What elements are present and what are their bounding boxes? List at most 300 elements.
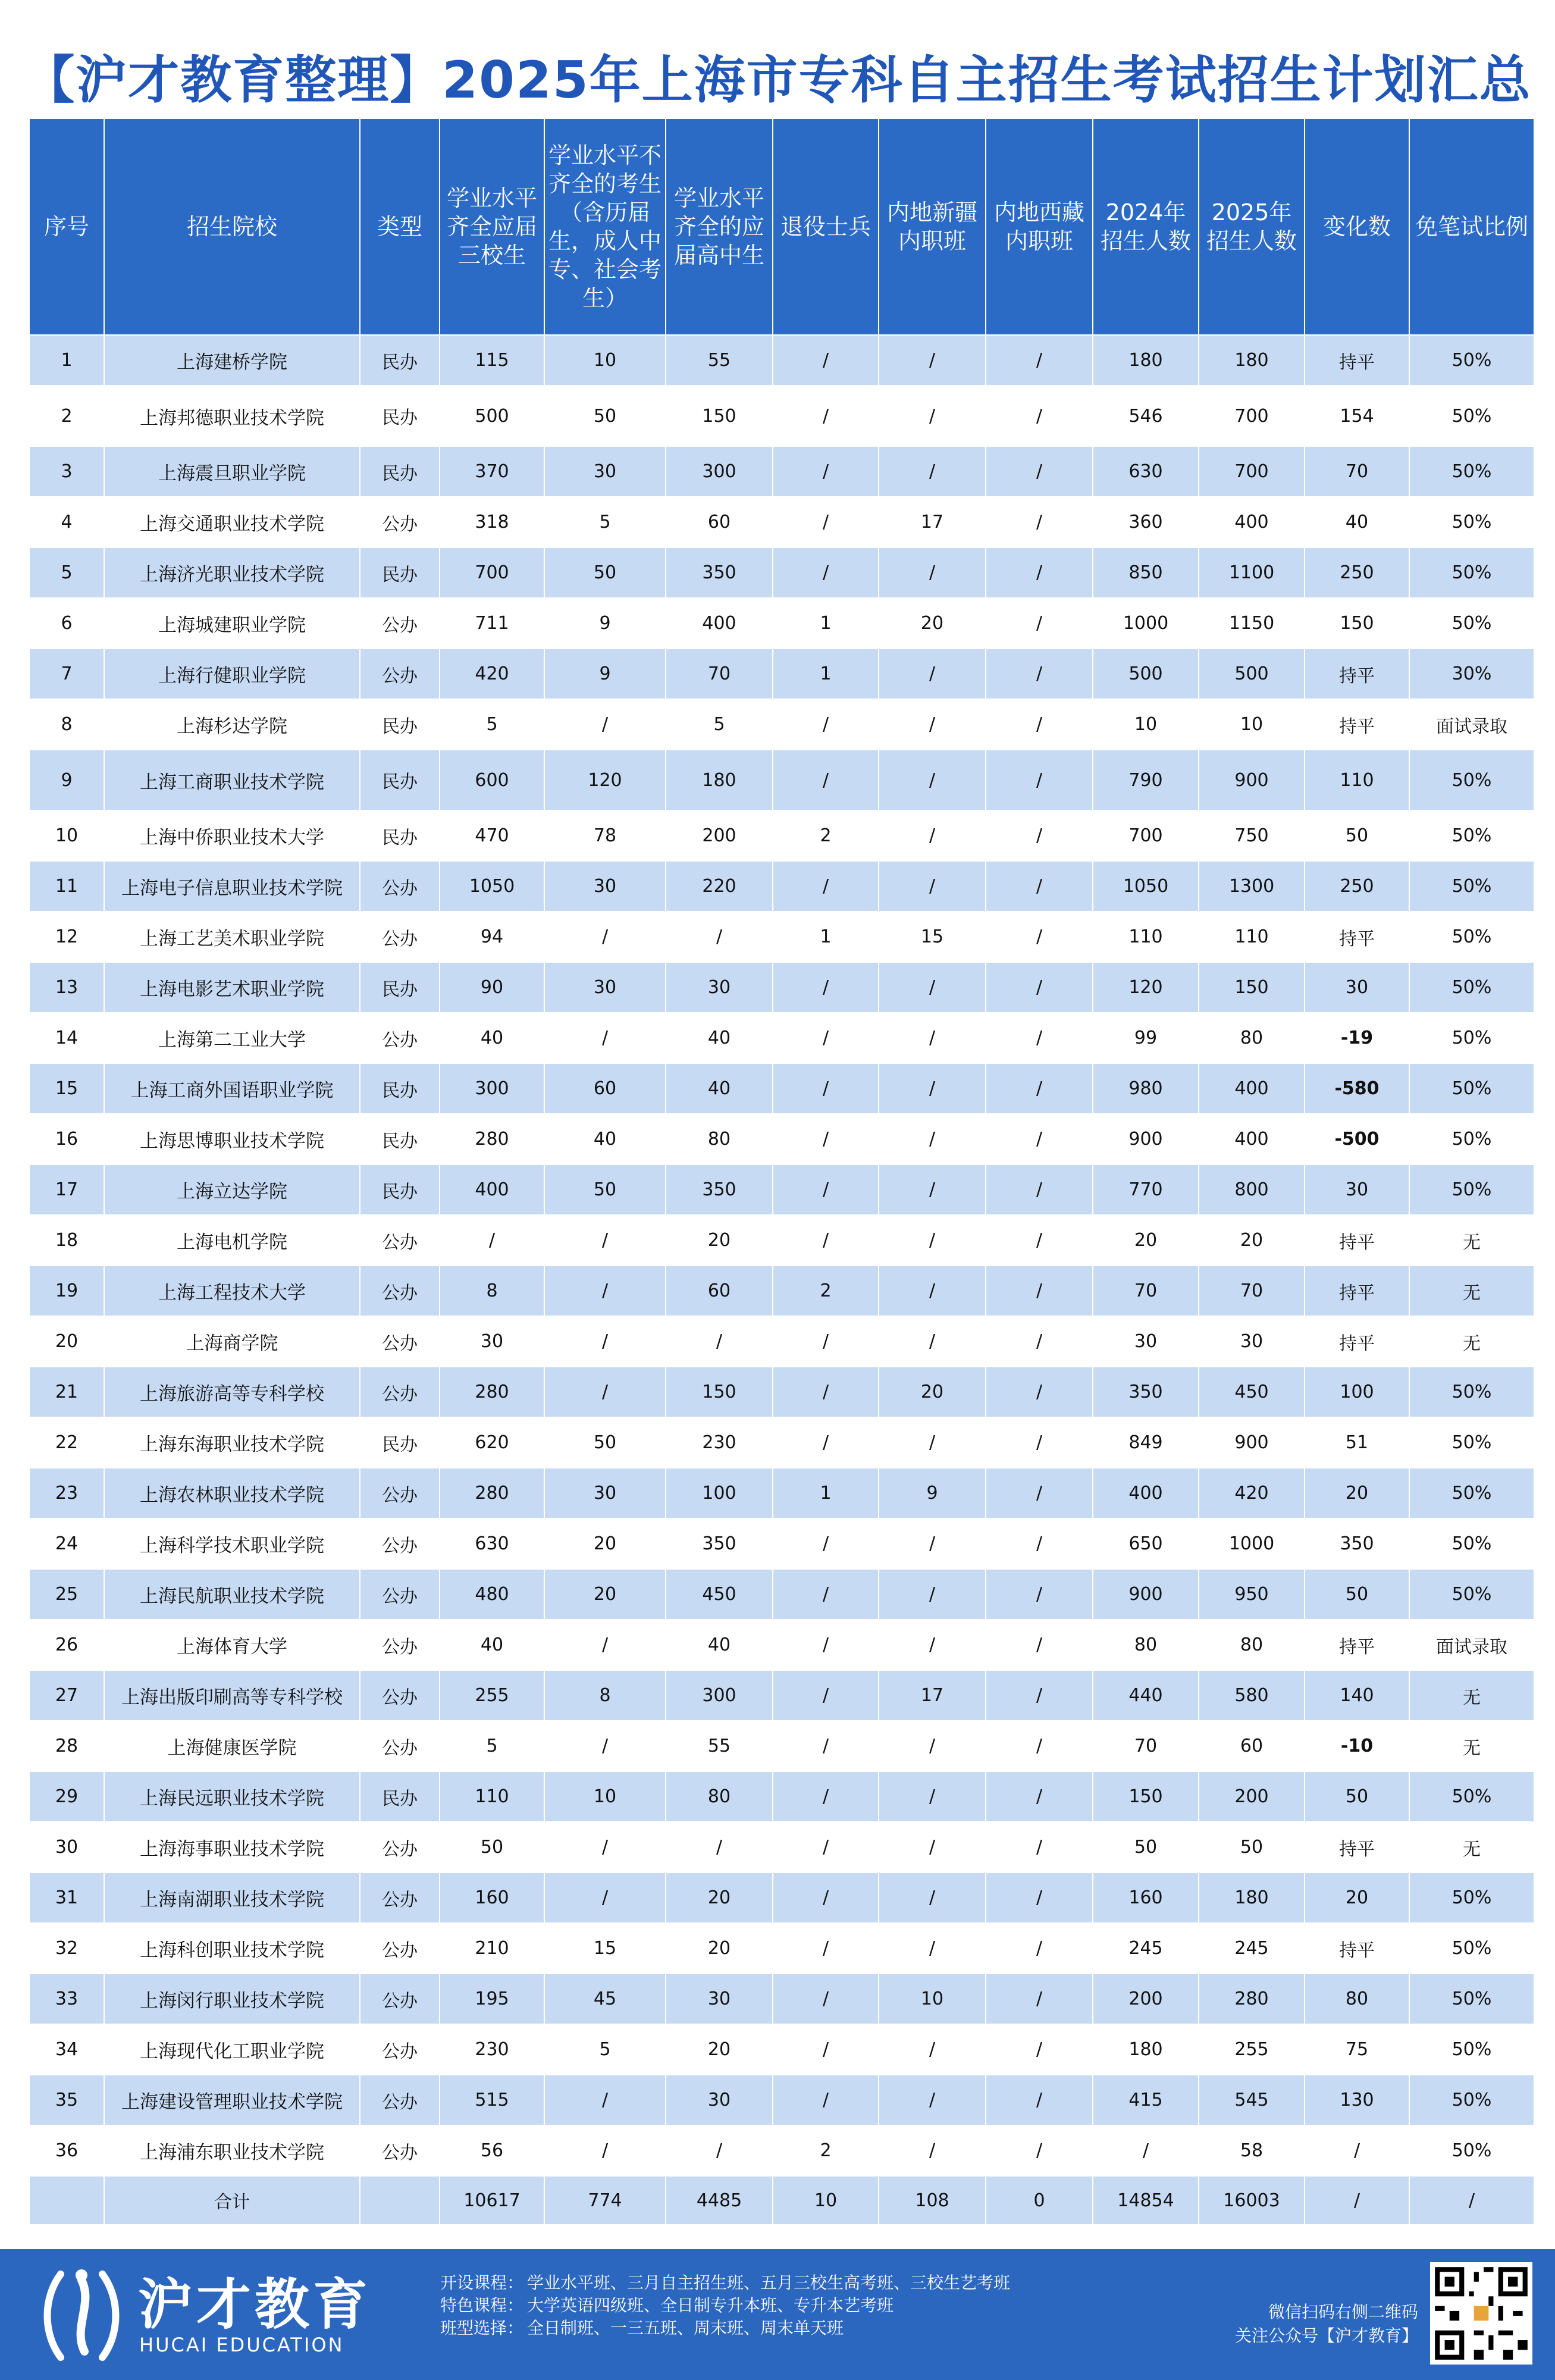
cell-c6: / <box>986 750 1093 810</box>
cell-c4: 2 <box>773 2125 879 2176</box>
cell-school: 上海海事职业技术学院 <box>104 1822 360 1872</box>
cell-c2: 15 <box>544 1923 666 1974</box>
header-c6: 内地西藏内职班 <box>986 118 1093 335</box>
cell-c6: / <box>986 386 1093 446</box>
cell-c1: 280 <box>440 1367 544 1417</box>
cell-c6: / <box>986 1164 1093 1215</box>
cell-c5: / <box>879 1518 986 1569</box>
cell-c2: 78 <box>544 810 666 861</box>
cell-no: 27 <box>29 1670 104 1721</box>
cell-c4: / <box>773 962 879 1013</box>
cell-c10: 50% <box>1409 335 1534 386</box>
cell-c4: / <box>773 1013 879 1063</box>
cell-c2: / <box>544 1872 666 1923</box>
cell-no: 17 <box>29 1164 104 1215</box>
cell-c1: 50 <box>440 1822 544 1872</box>
cell-c10: 无 <box>1409 1215 1534 1266</box>
cell-c7: 440 <box>1093 1670 1199 1721</box>
cell-c8: 70 <box>1199 1266 1305 1316</box>
table-row <box>29 497 1534 547</box>
cell-type: 公办 <box>360 2075 440 2125</box>
cell-school: 上海电影艺术职业学院 <box>104 962 360 1013</box>
cell-no: 7 <box>29 649 104 699</box>
cell-c5: / <box>879 1923 986 1974</box>
cell-c7: 1050 <box>1093 861 1199 912</box>
cell-c8: 900 <box>1199 1417 1305 1468</box>
cell-school: 上海工商外国语职业学院 <box>104 1063 360 1114</box>
cell-type: 公办 <box>360 1013 440 1063</box>
cell-c8: 255 <box>1199 2024 1305 2075</box>
cell-c6: / <box>986 1872 1093 1923</box>
cell-c2: 10 <box>544 335 666 386</box>
cell-c4: / <box>773 750 879 810</box>
cell-c8: 545 <box>1199 2075 1305 2125</box>
cell-c5: 10 <box>879 1974 986 2024</box>
cell-c1: 115 <box>440 335 544 386</box>
cell-c5: 17 <box>879 497 986 547</box>
cell-c8: 280 <box>1199 1974 1305 2024</box>
cell-c10: 50% <box>1409 1114 1534 1164</box>
cell-c5: / <box>879 2024 986 2075</box>
cell-school: 上海南湖职业技术学院 <box>104 1872 360 1923</box>
cell-c3: 230 <box>666 1417 773 1468</box>
cell-c3: 20 <box>666 1872 773 1923</box>
cell-c2: / <box>544 1316 666 1367</box>
cell-c2: / <box>544 1215 666 1266</box>
cell-type: 公办 <box>360 861 440 912</box>
cell-c6: / <box>986 446 1093 497</box>
enrollment-table <box>29 118 1535 2225</box>
cell-school: 上海第二工业大学 <box>104 1013 360 1063</box>
cell-no: 33 <box>29 1974 104 2024</box>
cell-c8: 700 <box>1199 446 1305 497</box>
cell-c2: / <box>544 912 666 962</box>
cell-c5: / <box>879 1266 986 1316</box>
cell-school: 上海东海职业技术学院 <box>104 1417 360 1468</box>
cell-c3: 70 <box>666 649 773 699</box>
cell-c6: / <box>986 1620 1093 1670</box>
header-c5: 内地新疆内职班 <box>879 118 986 335</box>
cell-c2: 5 <box>544 497 666 547</box>
cell-c8: 800 <box>1199 1164 1305 1215</box>
cell-c7: 200 <box>1093 1974 1199 2024</box>
cell-c6: / <box>986 1316 1093 1367</box>
cell-type: 民办 <box>360 962 440 1013</box>
cell-c8: 30 <box>1199 1316 1305 1367</box>
cell-c4: / <box>773 1923 879 1974</box>
cell-c9: 70 <box>1305 446 1409 497</box>
cell-c5: / <box>879 810 986 861</box>
cell-type: 民办 <box>360 699 440 750</box>
table-row <box>29 1569 1534 1620</box>
cell-school: 上海杉达学院 <box>104 699 360 750</box>
qr-caption <box>1235 2300 1418 2348</box>
cell-c1: 40 <box>440 1013 544 1063</box>
cell-c1: / <box>440 1215 544 1266</box>
cell-c7: 70 <box>1093 1266 1199 1316</box>
cell-c7: 30 <box>1093 1316 1199 1367</box>
page-title: 【沪才教育整理】2025年上海市专科自主招生考试招生计划汇总 <box>23 51 1532 110</box>
cell-c10: 50% <box>1409 1923 1534 1974</box>
cell-c1: 40 <box>440 1620 544 1670</box>
cell-c2: / <box>544 699 666 750</box>
course-line-2-label: 特色课程： <box>440 2296 524 2315</box>
total-c3: 4485 <box>666 2176 773 2225</box>
cell-no: 8 <box>29 699 104 750</box>
cell-c9: 130 <box>1305 2075 1409 2125</box>
cell-c5: / <box>879 446 986 497</box>
cell-no: 10 <box>29 810 104 861</box>
table-row <box>29 1417 1534 1468</box>
cell-c10: 50% <box>1409 446 1534 497</box>
cell-c2: 60 <box>544 1063 666 1114</box>
cell-school: 上海闵行职业技术学院 <box>104 1974 360 2024</box>
cell-school: 上海建设管理职业技术学院 <box>104 2075 360 2125</box>
cell-c8: 245 <box>1199 1923 1305 1974</box>
total-c4: 10 <box>773 2176 879 2225</box>
cell-c8: 180 <box>1199 1872 1305 1923</box>
cell-c2: 50 <box>544 386 666 446</box>
cell-c9: 30 <box>1305 1164 1409 1215</box>
cell-c8: 58 <box>1199 2125 1305 2176</box>
cell-c2: / <box>544 1266 666 1316</box>
cell-c9: 持平 <box>1305 1215 1409 1266</box>
cell-c3: 60 <box>666 497 773 547</box>
brand-name-en: HUCAI EDUCATION <box>139 2334 344 2356</box>
cell-c9: 50 <box>1305 1569 1409 1620</box>
hucai-logo-icon <box>37 2262 126 2367</box>
table-row <box>29 446 1534 497</box>
cell-c5: / <box>879 699 986 750</box>
cell-c2: / <box>544 1721 666 1771</box>
cell-c8: 1300 <box>1199 861 1305 912</box>
cell-c5: / <box>879 1620 986 1670</box>
cell-c4: / <box>773 1063 879 1114</box>
total-c10: / <box>1409 2176 1534 2225</box>
cell-type: 民办 <box>360 446 440 497</box>
cell-c6: / <box>986 335 1093 386</box>
cell-c10: 无 <box>1409 1721 1534 1771</box>
cell-c6: / <box>986 497 1093 547</box>
cell-no: 19 <box>29 1266 104 1316</box>
qr-code-icon[interactable] <box>1430 2262 1532 2365</box>
cell-c3: 350 <box>666 1518 773 1569</box>
cell-c7: 500 <box>1093 649 1199 699</box>
table-row <box>29 1822 1534 1872</box>
cell-c5: / <box>879 2125 986 2176</box>
cell-c6: / <box>986 2024 1093 2075</box>
cell-c8: 10 <box>1199 699 1305 750</box>
cell-c7: 180 <box>1093 2024 1199 2075</box>
cell-c1: 400 <box>440 1164 544 1215</box>
cell-no: 22 <box>29 1417 104 1468</box>
cell-c6: / <box>986 547 1093 598</box>
cell-c9: 250 <box>1305 547 1409 598</box>
cell-c7: 350 <box>1093 1367 1199 1417</box>
qr-caption-line-1: 微信扫码右侧二维码 <box>1268 2302 1418 2322</box>
cell-c6: / <box>986 1569 1093 1620</box>
cell-c5: / <box>879 1316 986 1367</box>
cell-c3: 5 <box>666 699 773 750</box>
table-row <box>29 1620 1534 1670</box>
cell-c3: 300 <box>666 1670 773 1721</box>
cell-c10: 50% <box>1409 1771 1534 1822</box>
table-row <box>29 1316 1534 1367</box>
cell-c10: 50% <box>1409 497 1534 547</box>
cell-c9: -500 <box>1305 1114 1409 1164</box>
cell-c2: / <box>544 1013 666 1063</box>
cell-c1: 195 <box>440 1974 544 2024</box>
cell-c3: 30 <box>666 962 773 1013</box>
cell-c9: 140 <box>1305 1670 1409 1721</box>
table-row <box>29 1266 1534 1316</box>
course-line-2-text: 大学英语四级班、全日制专升本班、专升本艺考班 <box>527 2296 894 2315</box>
cell-c1: 515 <box>440 2075 544 2125</box>
cell-c6: / <box>986 1468 1093 1518</box>
cell-c7: 400 <box>1093 1468 1199 1518</box>
cell-no: 35 <box>29 2075 104 2125</box>
cell-type: 民办 <box>360 386 440 446</box>
cell-school: 上海健康医学院 <box>104 1721 360 1771</box>
cell-c10: 50% <box>1409 912 1534 962</box>
cell-c4: / <box>773 446 879 497</box>
cell-c9: 75 <box>1305 2024 1409 2075</box>
cell-c10: 面试录取 <box>1409 699 1534 750</box>
table-row <box>29 2024 1534 2075</box>
cell-type: 公办 <box>360 1822 440 1872</box>
header-school: 招生院校 <box>104 118 360 335</box>
cell-c1: 255 <box>440 1670 544 1721</box>
cell-c6: / <box>986 1670 1093 1721</box>
cell-c6: / <box>986 2125 1093 2176</box>
cell-c4: / <box>773 1974 879 2024</box>
cell-c6: / <box>986 699 1093 750</box>
cell-c6: / <box>986 649 1093 699</box>
cell-c9: 20 <box>1305 1872 1409 1923</box>
cell-c7: 849 <box>1093 1417 1199 1468</box>
table-row <box>29 1721 1534 1771</box>
cell-c1: 160 <box>440 1872 544 1923</box>
cell-c1: 470 <box>440 810 544 861</box>
course-line-2 <box>440 2294 1014 2317</box>
cell-school: 上海商学院 <box>104 1316 360 1367</box>
cell-school: 上海立达学院 <box>104 1164 360 1215</box>
cell-c1: 711 <box>440 598 544 649</box>
cell-c8: 700 <box>1199 386 1305 446</box>
cell-c10: 50% <box>1409 2024 1534 2075</box>
cell-type: 民办 <box>360 810 440 861</box>
brand-name: 沪才教育 <box>138 2273 372 2337</box>
cell-c2: 20 <box>544 1518 666 1569</box>
cell-c6: / <box>986 1367 1093 1417</box>
cell-c6: / <box>986 1013 1093 1063</box>
cell-c10: 无 <box>1409 1316 1534 1367</box>
cell-no: 36 <box>29 2125 104 2176</box>
cell-school: 上海工艺美术职业学院 <box>104 912 360 962</box>
cell-c5: / <box>879 1164 986 1215</box>
table-row <box>29 699 1534 750</box>
cell-c3: 220 <box>666 861 773 912</box>
cell-c7: / <box>1093 2125 1199 2176</box>
cell-c7: 360 <box>1093 497 1199 547</box>
cell-c8: 400 <box>1199 1063 1305 1114</box>
header-c4: 退役士兵 <box>773 118 879 335</box>
cell-c8: 420 <box>1199 1468 1305 1518</box>
table-row <box>29 1771 1534 1822</box>
cell-no: 11 <box>29 861 104 912</box>
cell-c1: 5 <box>440 1721 544 1771</box>
cell-school: 上海交通职业技术学院 <box>104 497 360 547</box>
cell-c4: / <box>773 1670 879 1721</box>
cell-c2: / <box>544 2075 666 2125</box>
course-line-1-text: 学业水平班、三月自主招生班、五月三校生高考班、三校生艺考班 <box>527 2273 1011 2293</box>
table-row <box>29 2125 1534 2176</box>
cell-c10: 50% <box>1409 861 1534 912</box>
cell-type: 公办 <box>360 1670 440 1721</box>
cell-c5: / <box>879 335 986 386</box>
cell-c4: / <box>773 1417 879 1468</box>
cell-school: 上海浦东职业技术学院 <box>104 2125 360 2176</box>
cell-type: 公办 <box>360 2024 440 2075</box>
cell-c7: 120 <box>1093 962 1199 1013</box>
cell-c4: / <box>773 497 879 547</box>
course-list <box>440 2272 1014 2340</box>
cell-c8: 950 <box>1199 1569 1305 1620</box>
cell-c8: 60 <box>1199 1721 1305 1771</box>
cell-c5: / <box>879 1215 986 1266</box>
table-row <box>29 1518 1534 1569</box>
cell-c5: 15 <box>879 912 986 962</box>
cell-c4: / <box>773 2024 879 2075</box>
cell-c7: 650 <box>1093 1518 1199 1569</box>
cell-c5: 9 <box>879 1468 986 1518</box>
cell-c1: 600 <box>440 750 544 810</box>
cell-no: 29 <box>29 1771 104 1822</box>
cell-school: 上海城建职业学院 <box>104 598 360 649</box>
cell-c9: 持平 <box>1305 1822 1409 1872</box>
cell-c9: -19 <box>1305 1013 1409 1063</box>
cell-c7: 110 <box>1093 912 1199 962</box>
cell-c2: 9 <box>544 598 666 649</box>
cell-school: 上海体育大学 <box>104 1620 360 1670</box>
cell-school: 上海科学技术职业学院 <box>104 1518 360 1569</box>
cell-no: 2 <box>29 386 104 446</box>
cell-c10: 50% <box>1409 1974 1534 2024</box>
cell-c4: 1 <box>773 649 879 699</box>
cell-c4: 1 <box>773 912 879 962</box>
cell-c8: 50 <box>1199 1822 1305 1872</box>
cell-c9: 40 <box>1305 497 1409 547</box>
cell-c7: 180 <box>1093 335 1199 386</box>
cell-c5: / <box>879 1771 986 1822</box>
cell-c8: 180 <box>1199 335 1305 386</box>
cell-c8: 750 <box>1199 810 1305 861</box>
cell-school: 上海工程技术大学 <box>104 1266 360 1316</box>
cell-no: 32 <box>29 1923 104 1974</box>
cell-c10: 50% <box>1409 1417 1534 1468</box>
cell-c7: 50 <box>1093 1822 1199 1872</box>
cell-no: 25 <box>29 1569 104 1620</box>
cell-c1: 56 <box>440 2125 544 2176</box>
cell-c8: 200 <box>1199 1771 1305 1822</box>
cell-c7: 1000 <box>1093 598 1199 649</box>
total-cell-type <box>360 2176 440 2225</box>
cell-c9: 30 <box>1305 962 1409 1013</box>
cell-c9: 20 <box>1305 1468 1409 1518</box>
cell-c1: 480 <box>440 1569 544 1620</box>
cell-c9: 持平 <box>1305 1923 1409 1974</box>
cell-no: 14 <box>29 1013 104 1063</box>
table-row <box>29 1923 1534 1974</box>
cell-c9: 50 <box>1305 810 1409 861</box>
cell-school: 上海思博职业技术学院 <box>104 1114 360 1164</box>
cell-type: 公办 <box>360 649 440 699</box>
cell-c4: / <box>773 1721 879 1771</box>
cell-c7: 700 <box>1093 810 1199 861</box>
cell-c1: 94 <box>440 912 544 962</box>
cell-c9: / <box>1305 2125 1409 2176</box>
table-row <box>29 810 1534 861</box>
cell-c7: 900 <box>1093 1569 1199 1620</box>
cell-c9: 持平 <box>1305 335 1409 386</box>
cell-c8: 1150 <box>1199 598 1305 649</box>
cell-no: 26 <box>29 1620 104 1670</box>
cell-school: 上海出版印刷高等专科学校 <box>104 1670 360 1721</box>
cell-c4: / <box>773 861 879 912</box>
cell-c10: 50% <box>1409 386 1534 446</box>
cell-c7: 415 <box>1093 2075 1199 2125</box>
cell-c3: / <box>666 912 773 962</box>
cell-type: 公办 <box>360 1974 440 2024</box>
table-row <box>29 1063 1534 1114</box>
cell-type: 民办 <box>360 547 440 598</box>
table-row <box>29 912 1534 962</box>
course-line-3-label: 班型选择： <box>440 2318 524 2338</box>
header-no: 序号 <box>29 118 104 335</box>
cell-type: 公办 <box>360 1215 440 1266</box>
cell-c2: 40 <box>544 1114 666 1164</box>
cell-c5: / <box>879 2075 986 2125</box>
cell-c10: 50% <box>1409 2075 1534 2125</box>
cell-c3: 40 <box>666 1620 773 1670</box>
cell-c10: 无 <box>1409 1670 1534 1721</box>
cell-type: 公办 <box>360 2125 440 2176</box>
cell-c6: / <box>986 1974 1093 2024</box>
cell-c9: 100 <box>1305 1367 1409 1417</box>
cell-school: 上海科创职业技术学院 <box>104 1923 360 1974</box>
cell-c9: 持平 <box>1305 699 1409 750</box>
cell-c6: / <box>986 912 1093 962</box>
cell-c2: / <box>544 1620 666 1670</box>
cell-school: 上海济光职业技术学院 <box>104 547 360 598</box>
table-row <box>29 1367 1534 1417</box>
cell-school: 上海震旦职业学院 <box>104 446 360 497</box>
cell-c5: / <box>879 1872 986 1923</box>
cell-c9: 持平 <box>1305 1620 1409 1670</box>
table-row <box>29 750 1534 810</box>
cell-no: 16 <box>29 1114 104 1164</box>
table-row <box>29 649 1534 699</box>
cell-type: 公办 <box>360 1569 440 1620</box>
cell-c5: / <box>879 649 986 699</box>
table-row <box>29 1670 1534 1721</box>
cell-c4: / <box>773 699 879 750</box>
course-line-1-label: 开设课程： <box>440 2273 524 2293</box>
cell-c9: -580 <box>1305 1063 1409 1114</box>
cell-type: 公办 <box>360 1367 440 1417</box>
cell-c7: 770 <box>1093 1164 1199 1215</box>
cell-c2: 50 <box>544 1164 666 1215</box>
